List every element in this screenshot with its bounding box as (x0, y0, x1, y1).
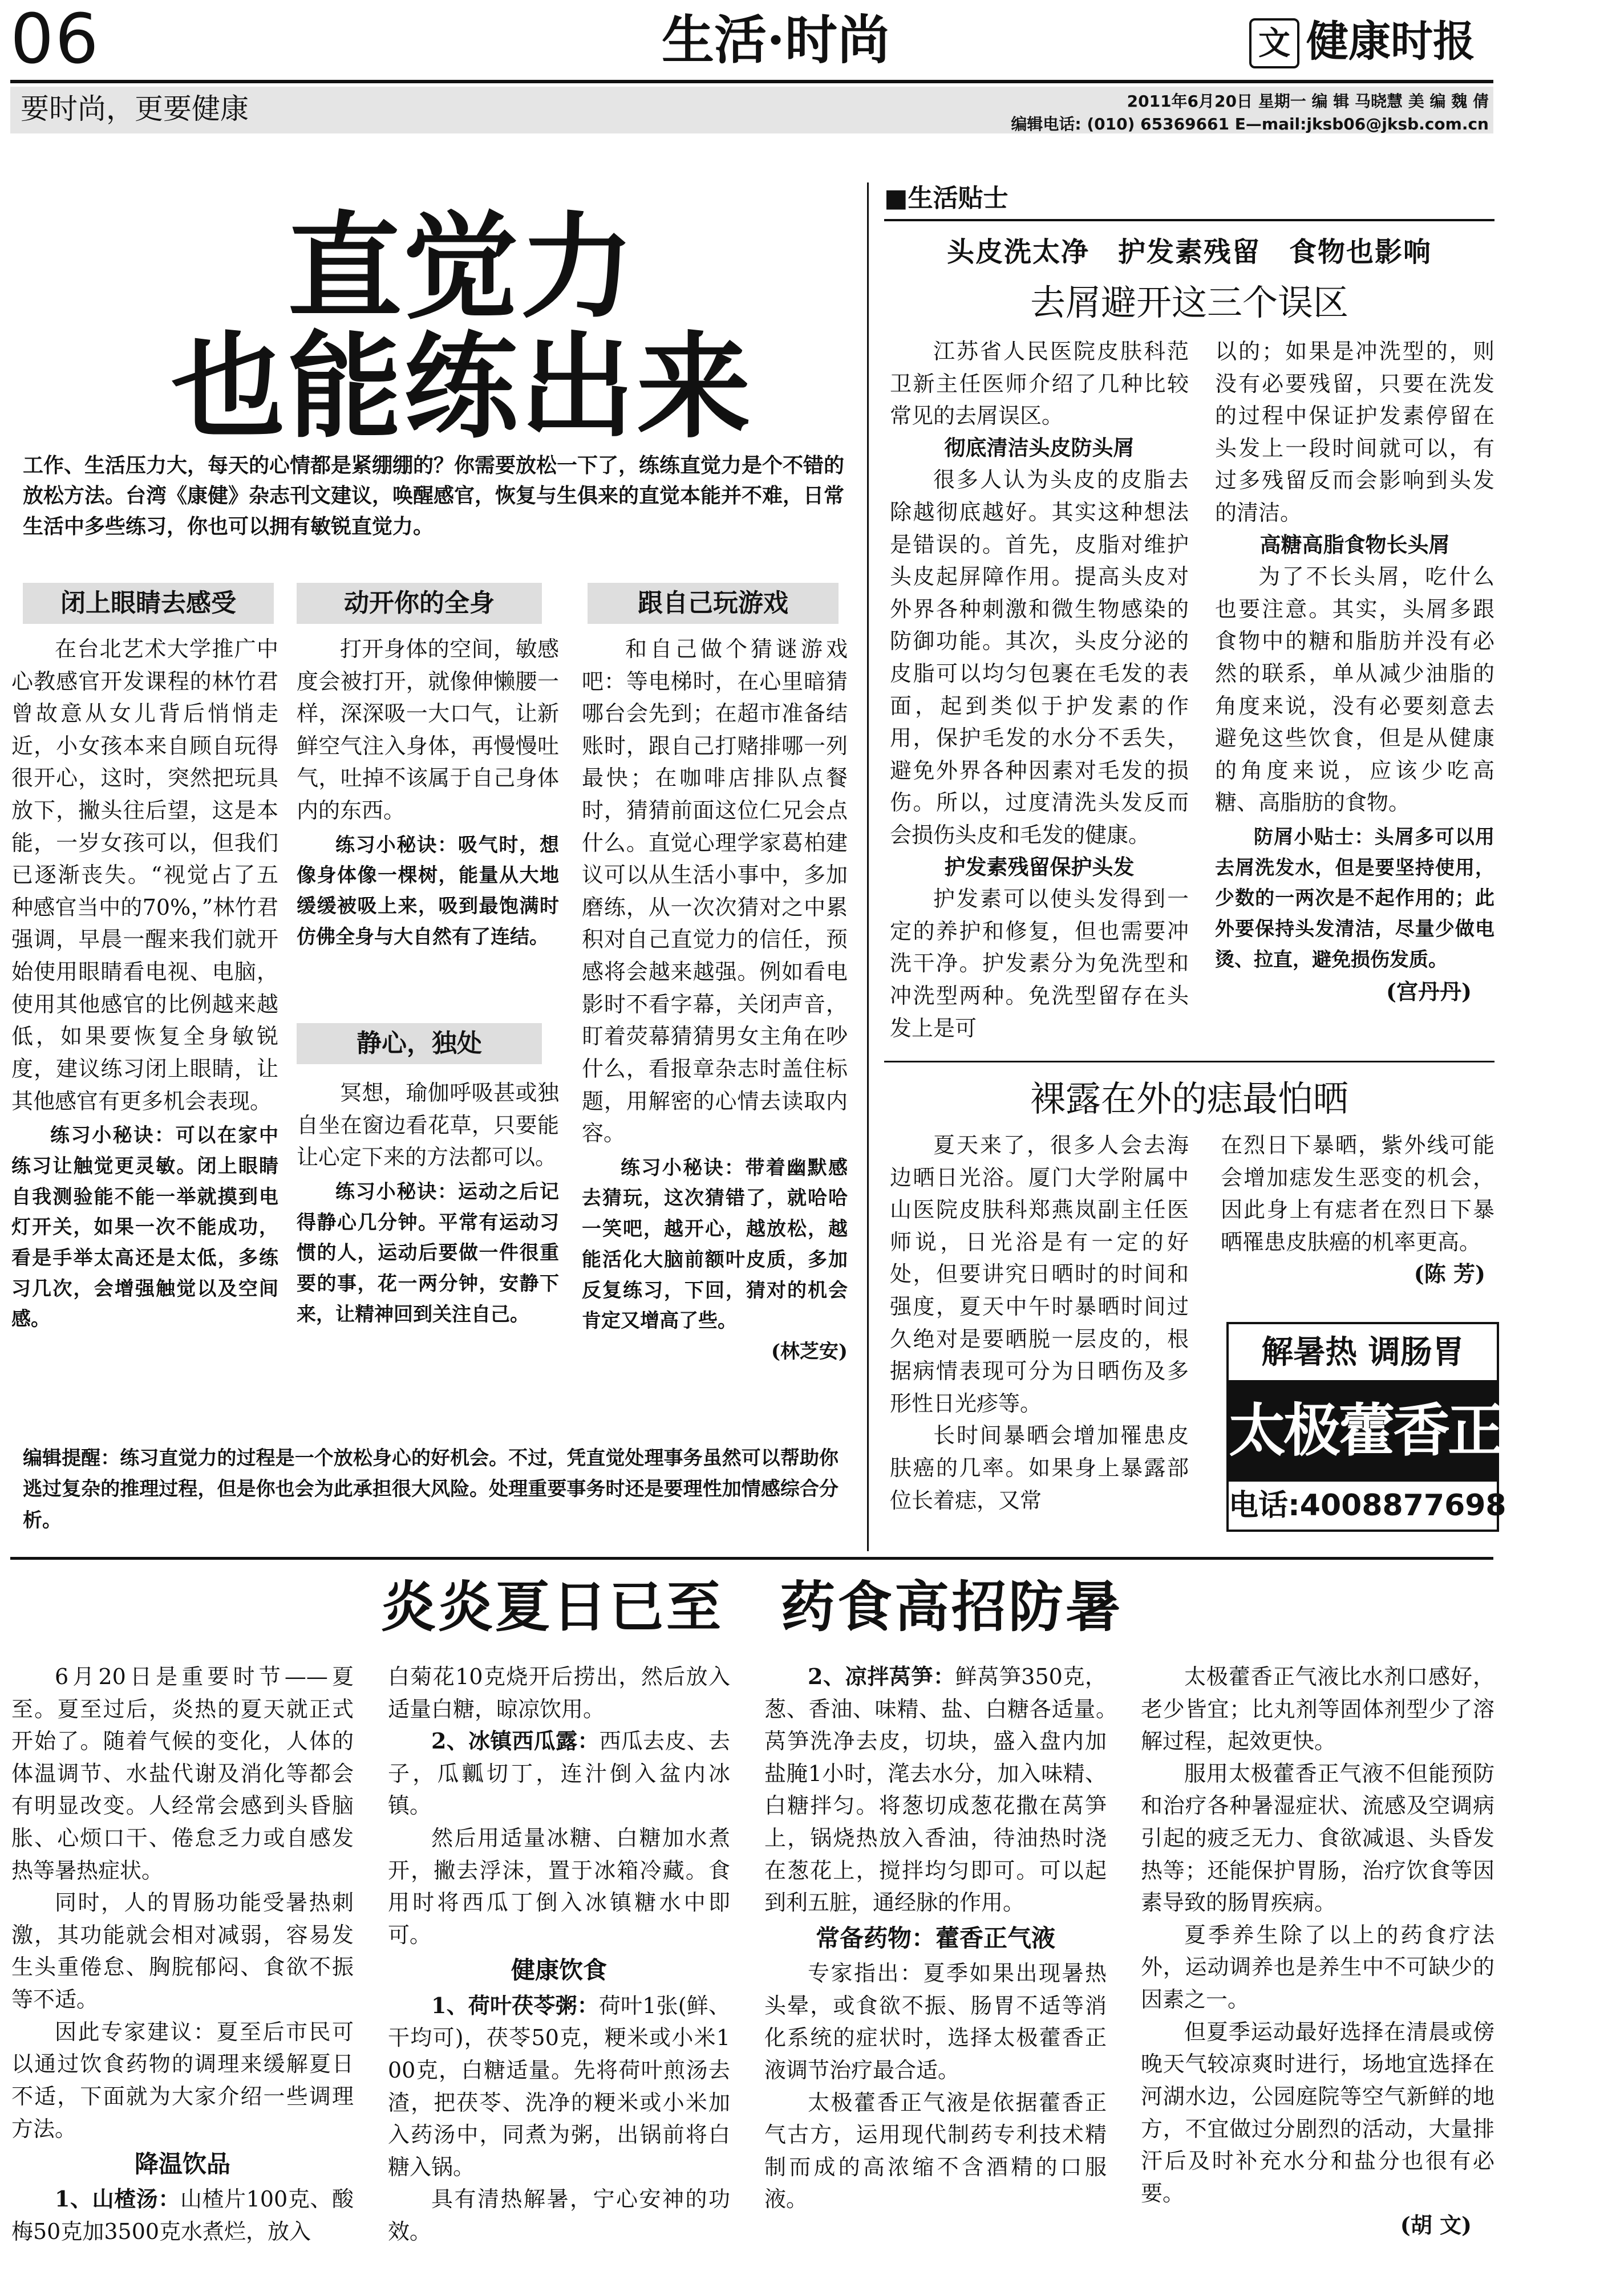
mole-title: 裸露在外的痣最怕晒 (1030, 1078, 1348, 1119)
bottom-col4 (1141, 1661, 1494, 2242)
dandruff-col-a (890, 335, 1189, 1044)
bottom-c4-p4: 但夏季运动最好选择在清晨或傍晚天气较凉爽时进行，场地宜选择在河湖水边，公园庭院等空气新鲜的地方，不宜做过分剧烈的活动，大量排汗后及时补充水分和盐分也很有必要。 (1141, 2019, 1494, 2206)
mole-p1: 夏天来了，很多人会去海边晒日光浴。厦门大学附属中山医院皮肤科郑燕岚副主任医师说，日光浴是有一定的好处，但要讲究日晒时的时间和强度，夏天中午时暴晒时间过久绝对是要晒脱一层皮的，根据病情表现可分为日晒伤及多形性日光疹等。 (890, 1133, 1189, 1416)
col2-text (297, 633, 559, 953)
col2-body2: 冥想，瑜伽呼吸甚或独自坐在窗边看花草，只要能让心定下来的方法都可以。 (297, 1080, 559, 1170)
dandruff-tip-label: 防屑小贴士： (1254, 826, 1375, 849)
dandruff-a-p1: 江苏省人民医院皮肤科范卫新主任医师介绍了几种比较常见的去屑误区。 (890, 339, 1189, 429)
page-number: 06 (10, 0, 100, 79)
bottom-c3-p1: 2、凉拌莴笋：鲜莴笋350克，葱、香油、味精、盐、白糖各适量。 莴笋洗净去皮，切块，盛入盘内加盐腌1小时，滗去水分，加入味精、白糖拌匀。将葱切成葱花撒在莴笋上，锅烧热放入香油，待油热时浇在葱花上，搅拌均匀即可。可以起到利五脏，通经脉的作用。 (764, 1664, 1129, 1916)
tips-divider (884, 1061, 1494, 1062)
ad-product-name: 太极藿香正气液 (1229, 1380, 1497, 1482)
mole-col-a (890, 1129, 1189, 1516)
col2-text2 (297, 1077, 559, 1330)
bottom-c1-p1: 6月20日是重要时节——夏至。夏至过后，炎热的夏天就正式开始了。随着气候的变化，人体的体温调节、水盐代谢及消化等都会有明显改变。人经常会感到头昏脑胀、心烦口干、倦怠乏力或自感发热等暑热症状。 (11, 1664, 354, 1883)
col2-label: 动开你的全身 (297, 583, 542, 624)
bottom-c1-p4-label: 1、山楂汤： (55, 2186, 180, 2212)
dandruff-b-p2: 为了不长头屑，吃什么也要注意。其实，头屑多跟食物中的糖和脂肪并没有必然的联系，单从减少油脂的角度来说，没有必要刻意去避免这些饮食，但是从健康的角度来说，应该少吃高糖、高脂肪的食物。 (1215, 564, 1494, 816)
col3-byline: (林芝安) (771, 1340, 848, 1364)
newspaper-logo (1249, 15, 1494, 72)
dandruff-byline: (宫丹丹) (1386, 978, 1472, 1004)
logo-mark-icon: 文 (1249, 18, 1299, 68)
col2-tip2 (297, 1177, 559, 1330)
col2-tip2-text: 运动之后记得静心几分钟。平常有运动习惯的人，运动后要做一件很重要的事，花一两分钟，安静下来，让精神回到关注自己。 (297, 1180, 560, 1326)
editor-note (23, 1443, 839, 1536)
bottom-c2-p5: 具有清热解暑，宁心安神的功效。 (388, 2187, 730, 2244)
bottom-c2-p2-label: 2、冰镇西瓜露： (431, 1728, 600, 1754)
tips-subhead: 头皮洗太净 护发素残留 食物也影响 (946, 236, 1432, 268)
bottom-byline: (胡 文) (1400, 2212, 1472, 2238)
dandruff-title: 去屑避开这三个误区 (1030, 282, 1348, 323)
editor-note-text: 练习直觉力的过程是一个放松身心的好机会。不过，凭直觉处理事务虽然可以帮助你逃过复杂的推理过程，但是你也会为此承担很大风险。处理重要事务时还是要理性加情感综合分析。 (23, 1447, 839, 1532)
slogan: 要时尚，更要健康 (21, 92, 249, 125)
bottom-c2-p1: 白菊花10克烧开后捞出，然后放入适量白糖，晾凉饮用。 (388, 1664, 730, 1722)
section-title: 生活·时尚 (661, 9, 890, 71)
col1-tip-label: 练习小秘诀： (50, 1124, 176, 1147)
bottom-c1-p4: 1、山楂汤：山楂片100克、酸梅50克加3500克水煮烂，放入 (11, 2186, 354, 2244)
col1-tip (11, 1121, 278, 1335)
bottom-col1 (11, 1661, 354, 2248)
column-divider (867, 182, 869, 1551)
bottom-c3-p2: 专家指出：夏季如果出现暑热头晕，或食欲不振、肠胃不适等消化系统的症状时，选择太极藿香正液调节治疗最合适。 (764, 1961, 1107, 2083)
bottom-c2-p4-label: 1、荷叶茯苓粥： (431, 1992, 599, 2018)
feature-intro: 工作、生活压力大，每天的心情都是紧绷绷的？你需要放松一下了，练练直觉力是个不错的放松方法。台湾《康健》杂志刊文建议，唤醒感官，恢复与生俱来的直觉本能并不难，日常生活中多些练习，你也可以拥有敏锐直觉力。 (23, 453, 845, 538)
col2-label2: 静心，独处 (297, 1023, 542, 1064)
tips-header: ■生活贴士 (884, 184, 1008, 213)
col1-label: 闭上眼睛去感受 (23, 583, 274, 624)
bottom-c2-p2: 2、冰镇西瓜露：西瓜去皮、去子，瓜瓤切丁，连汁倒入盆内冰镇。 (388, 1728, 730, 1819)
col2-body: 打开身体的空间，敏感度会被打开，就像伸懒腰一样，深深吸一大口气，让新鲜空气注入身体，再慢慢吐气，吐掉不该属于自己身体内的东西。 (297, 636, 559, 824)
bottom-c4-p2: 服用太极藿香正气液不但能预防和治疗各种暑湿症状、流感及空调病引起的疲乏无力、食欲减退、头昏发热等；还能保护胃肠，治疗饮食等因素导致的肠胃疾病。 (1141, 1760, 1494, 1916)
bottom-c4-p1: 太极藿香正气液比水剂口感好，老少皆宜；比丸剂等固体剂型少了溶解过程，起效更快。 (1141, 1664, 1494, 1754)
ad-phone: 电话:4008877698 (1229, 1488, 1506, 1523)
mole-col-b (1221, 1129, 1494, 1291)
dandruff-b-h1: 高糖高脂食物长头屑 (1259, 532, 1450, 557)
bottom-c2-p4: 1、荷叶茯苓粥：荷叶1张(鲜、干均可)，茯苓50克，粳米或小米100克，白糖适量。先将荷叶煎汤去渣，把茯苓、洗净的粳米或小米加入药汤中，同煮为粥，出锅前将白糖入锅。 (388, 1992, 730, 2180)
col2-tip-label: 练习小秘诀： (335, 833, 458, 857)
dandruff-b-tip (1215, 822, 1494, 976)
col3-body: 和自己做个猜谜游戏吧：等电梯时，在心里暗猜哪台会先到；在超市准备结账时，跟自己打赌排哪一列最快；在咖啡店排队点餐时，猜猜前面这位仁兄会点什么。直觉心理学家葛柏建议可以从生活小事中，多加磨练，从一次次猜对之中累积对自己直觉力的信任，预感将会越来越强。例如看电影时不看字幕，关闭声音，盯着荧幕猜猜男女主角在吵什么，看报章杂志时盖住标题，用解密的心情去读取内容。 (582, 636, 848, 1146)
bottom-title: 炎炎夏日已至 药食高招防暑 (381, 1575, 1123, 1639)
bottom-c2-h1: 健康饮食 (511, 1956, 607, 1985)
bottom-c1-p2: 同时，人的胃肠功能受暑热刺激，其功能就会相对减弱，容易发生头重倦怠、胸脘郁闷、食欲不振等不适。 (11, 1890, 354, 2013)
ad-tagline: 解暑热 调肠胃 (1261, 1333, 1464, 1371)
col3-tip-text: 带着幽默感去猜玩，这次猜错了，就哈哈一笑吧，越开心，越放松，越能活化大脑前额叶皮质，多加反复练习，下回，猜对的机会肯定又增高了些。 (582, 1156, 848, 1333)
col3-text (582, 633, 848, 1368)
contact-line: 编辑电话: (010) 65369661 E—mail:jksb06@jksb.com.cn (1011, 115, 1489, 133)
bottom-col2 (388, 1661, 730, 2248)
dandruff-col-b (1215, 335, 1494, 1008)
col2-tip2-label: 练习小秘诀： (335, 1180, 458, 1203)
logo-name: 健康时报 (1306, 17, 1475, 66)
bottom-c2-p3: 然后用适量冰糖、白糖加水煮开，撇去浮沫，置于冰箱冷藏。食用时将西瓜丁倒入冰镇糖水中即可。 (388, 1826, 730, 1948)
feature-title-line2: 也能练出来 (171, 321, 753, 454)
dandruff-b-p1: 以的；如果是冲洗型的，则没有必要残留，只要在洗发的过程中保证护发素停留在头发上一段时间就可以，有过多残留反而会影响到头发的清洁。 (1215, 339, 1494, 526)
bottom-c1-p3: 因此专家建议：夏至后市民可以通过饮食药物的调理来缓解夏日不适，下面就为大家介绍一些调理方法。 (11, 2019, 354, 2141)
col1-body: 在台北艺术大学推广中心教感官开发课程的林竹君曾故意从女儿背后悄悄走近，小女孩本来自顾自玩得很开心，这时，突然把玩具放下，撇头往后望，这是本能，一岁女孩可以，但我们已逐渐丧失。“视觉占了五种感官当中的70%，”林竹君强调，早晨一醒来我们就开始使用眼睛看电视、电脑，使用其他感官的比例越来越低，如果要恢复全身敏锐度，建议练习闭上眼睛，让其他感官有更多机会表现。 (11, 636, 278, 1114)
bottom-divider (10, 1557, 1493, 1560)
col2-tip (297, 830, 559, 953)
col3-label: 跟自己玩游戏 (588, 583, 839, 624)
tips-header-rule (884, 219, 1494, 221)
dandruff-tip-text: 头屑多可以用去屑洗发水，但是要坚持使用，少数的一两次是不起作用的；此外要保持头发清洁，尽量少做电烫、拉直，避免损伤发质。 (1215, 826, 1495, 971)
header-rule (10, 80, 1493, 83)
col3-tip-label: 练习小秘诀： (621, 1156, 746, 1179)
dandruff-a-h1: 彻底清洁头皮防头屑 (944, 435, 1135, 460)
col2-tip-text: 吸气时，想像身体像一棵树，能量从大地缓缓被吸上来，吸到最饱满时仿佛全身与大自然有了连结。 (297, 833, 560, 948)
feature-title-line1: 直觉力 (287, 201, 637, 334)
bottom-col3 (764, 1661, 1129, 2216)
col3-tip (582, 1153, 848, 1364)
bottom-c3-p1-label: 2、凉拌莴笋： (808, 1664, 955, 1689)
date-editors: 2011年6月20日 星期一 编 辑 马晓慧 美 编 魏 倩 (1127, 92, 1489, 111)
bottom-c3-p3: 太极藿香正气液是依据藿香正气古方，运用现代制药专利技术精制而成的高浓缩不含酒精的口服液。 (764, 2090, 1107, 2212)
col1-tip-text: 可以在家中练习让触觉更灵敏。闭上眼睛自我测验能不能一举就摸到电灯开关，如果一次不能成功，看是手举太高还是太低，多练习几次，会增强触觉以及空间感。 (11, 1124, 279, 1331)
mole-byline: (陈 芳) (1413, 1261, 1485, 1287)
dandruff-a-h2: 护发素残留保护头发 (944, 854, 1135, 879)
editor-note-label: 编辑提醒： (23, 1447, 120, 1470)
mole-p2: 长时间暴晒会增加罹患皮肤癌的几率。如果身上暴露部位长着痣，又常 (890, 1423, 1189, 1513)
mole-p3: 在烈日下暴晒，紫外线可能会增加痣发生恶变的机会，因此身上有痣者在烈日下暴晒罹患皮肤癌的机率更高。 (陈 芳) (1221, 1129, 1494, 1258)
advertisement[interactable] (1226, 1322, 1612, 1532)
bottom-c1-h1: 降温饮品 (134, 2150, 230, 2179)
bottom-c3-h1: 常备药物：藿香正气液 (815, 1924, 1055, 1952)
dandruff-a-p3: 护发素可以使头发得到一定的养护和修复，但也需要冲洗干净。护发素分为免洗型和冲洗型两种。免洗型留存在头发上是可 (890, 886, 1189, 1041)
col1-text (11, 633, 278, 1335)
bottom-c4-p3: 夏季养生除了以上的药食疗法外，运动调养也是养生中不可缺少的因素之一。 (1141, 1922, 1494, 2013)
dandruff-a-p2: 很多人认为头皮的皮脂去除越彻底越好。其实这种想法是错误的。首先，皮脂对维护头皮起屏障作用。提高头皮对外界各种刺激和微生物感染的防御功能。其次，头皮分泌的皮脂可以均匀包裹在毛发的表面，起到类似于护发素的作用，保护毛发的水分不丢失，避免外界各种因素对毛发的损伤。所以，过度清洗头发反而会损伤头皮和毛发的健康。 (890, 467, 1189, 848)
